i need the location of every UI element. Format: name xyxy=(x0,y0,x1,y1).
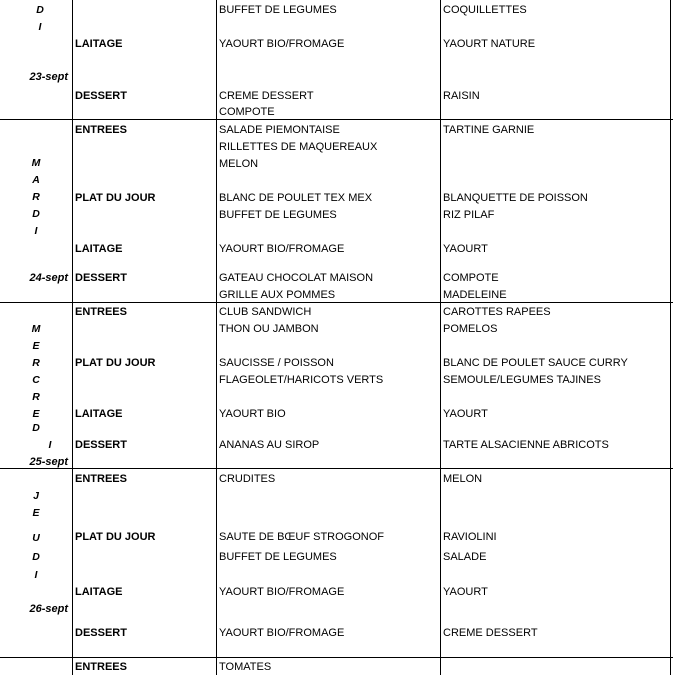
menu-item: BLANC DE POULET TEX MEX xyxy=(219,192,373,204)
row-label-plat: PLAT DU JOUR xyxy=(75,531,156,543)
day-letter: J xyxy=(33,490,39,502)
menu-item: CREME DESSERT xyxy=(219,90,314,102)
menu-item: YAOURT BIO/FROMAGE xyxy=(219,586,345,598)
menu-item: CLUB SANDWICH xyxy=(219,306,312,318)
menu-item: YAOURT BIO xyxy=(219,408,286,420)
row-label-dessert: DESSERT xyxy=(75,90,127,102)
menu-item: MADELEINE xyxy=(443,289,507,301)
day-letter: R xyxy=(32,191,40,203)
menu-item: TARTE ALSACIENNE ABRICOTS xyxy=(443,439,609,451)
menu-item: GATEAU CHOCOLAT MAISON xyxy=(219,272,374,284)
day-letter: E xyxy=(32,507,40,519)
menu-item: YAOURT xyxy=(443,243,488,255)
menu-item: BUFFET DE LEGUMES xyxy=(219,551,337,563)
column-divider xyxy=(72,0,73,675)
row-label-plat: PLAT DU JOUR xyxy=(75,357,156,369)
column-divider xyxy=(440,0,441,675)
row-label-laitage: LAITAGE xyxy=(75,243,123,255)
menu-item: FLAGEOLET/HARICOTS VERTS xyxy=(219,374,384,386)
menu-item: CAROTTES RAPEES xyxy=(443,306,551,318)
menu-item: COMPOTE xyxy=(443,272,499,284)
menu-item: COQUILLETTES xyxy=(443,4,527,16)
menu-item: YAOURT xyxy=(443,586,488,598)
day-letter: E xyxy=(32,408,40,420)
menu-item: BUFFET DE LEGUMES xyxy=(219,209,337,221)
menu-item: RILLETTES DE MAQUEREAUX xyxy=(219,141,378,153)
row-divider xyxy=(0,468,673,469)
day-letter: R xyxy=(32,391,40,403)
day-letter: I xyxy=(34,225,38,237)
menu-item: YAOURT xyxy=(443,408,488,420)
menu-item: CREME DESSERT xyxy=(443,627,538,639)
menu-item: SALADE xyxy=(443,551,487,563)
row-divider xyxy=(0,302,673,303)
menu-item: GRILLE AUX POMMES xyxy=(219,289,336,301)
day-letter: D xyxy=(32,551,40,563)
menu-item: RAVIOLINI xyxy=(443,531,497,543)
menu-item: THON OU JAMBON xyxy=(219,323,319,335)
menu-item: YAOURT BIO/FROMAGE xyxy=(219,627,345,639)
day-date: 25-sept xyxy=(29,456,68,468)
row-label-entrees: ENTREES xyxy=(75,306,127,318)
day-date: 24-sept xyxy=(29,272,68,284)
row-divider xyxy=(0,657,673,658)
menu-item: MELON xyxy=(219,158,259,170)
menu-item: YAOURT NATURE xyxy=(443,38,536,50)
menu-item: SAUTE DE BŒUF STROGONOF xyxy=(219,531,385,543)
menu-item: TOMATES xyxy=(219,661,272,673)
row-label-entrees: ENTREES xyxy=(75,473,127,485)
row-label-dessert: DESSERT xyxy=(75,272,127,284)
row-label-laitage: LAITAGE xyxy=(75,586,123,598)
menu-item: YAOURT BIO/FROMAGE xyxy=(219,38,345,50)
day-letter: M xyxy=(31,323,41,335)
menu-item: YAOURT BIO/FROMAGE xyxy=(219,243,345,255)
menu-item: BUFFET DE LEGUMES xyxy=(219,4,337,16)
day-letter: C xyxy=(32,374,40,386)
day-letter: D xyxy=(32,208,40,220)
menu-item: POMELOS xyxy=(443,323,498,335)
menu-item: TARTINE GARNIE xyxy=(443,124,535,136)
row-label-entrees: ENTREES xyxy=(75,124,127,136)
day-letter: R xyxy=(32,357,40,369)
day-date: 26-sept xyxy=(29,603,68,615)
menu-item: RAISIN xyxy=(443,90,480,102)
day-letter: I xyxy=(34,569,38,581)
menu-item: SEMOULE/LEGUMES TAJINES xyxy=(443,374,601,386)
day-letter: D xyxy=(36,4,44,16)
row-label-dessert: DESSERT xyxy=(75,439,127,451)
row-label-laitage: LAITAGE xyxy=(75,38,123,50)
menu-item: CRUDITES xyxy=(219,473,276,485)
row-label-laitage: LAITAGE xyxy=(75,408,123,420)
menu-item: ANANAS AU SIROP xyxy=(219,439,320,451)
day-letter: D xyxy=(32,422,40,434)
column-divider xyxy=(670,0,671,675)
menu-item: BLANQUETTE DE POISSON xyxy=(443,192,588,204)
day-letter: E xyxy=(32,340,40,352)
menu-item: BLANC DE POULET SAUCE CURRY xyxy=(443,357,628,369)
row-label-entrees: ENTREES xyxy=(75,661,127,673)
day-date: 23-sept xyxy=(29,71,68,83)
menu-item: RIZ PILAF xyxy=(443,209,495,221)
menu-item: MELON xyxy=(443,473,483,485)
menu-item: SAUCISSE / POISSON xyxy=(219,357,334,369)
menu-item: SALADE PIEMONTAISE xyxy=(219,124,340,136)
day-letter: A xyxy=(32,174,40,186)
day-letter: U xyxy=(32,532,40,544)
day-letter: I xyxy=(38,21,42,33)
row-label-dessert: DESSERT xyxy=(75,627,127,639)
menu-item: COMPOTE xyxy=(219,106,275,118)
day-letter: M xyxy=(31,157,41,169)
column-divider xyxy=(216,0,217,675)
day-letter: I xyxy=(48,439,52,451)
row-label-plat: PLAT DU JOUR xyxy=(75,192,156,204)
